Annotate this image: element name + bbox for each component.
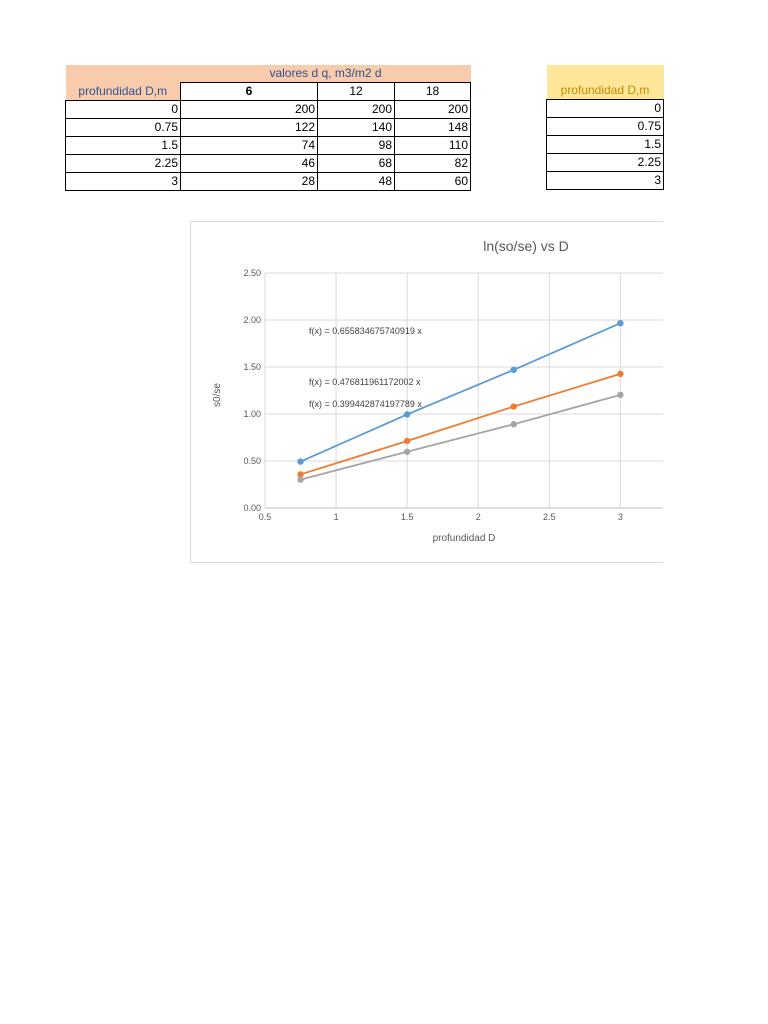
table-row [66,101,471,119]
table-cell[interactable]: 122 [181,119,318,137]
x-tick-label: 1.5 [400,512,414,522]
table-cell[interactable]: 0 [547,100,664,118]
table-row [547,136,664,154]
data-point [297,458,303,464]
data-table [65,65,471,191]
table-row [66,173,471,191]
y-tick-label: 2.00 [243,315,261,325]
y-axis-title: s0/se [212,383,223,407]
x-tick-label: 3 [617,512,623,522]
table-cell[interactable]: 3 [66,173,181,191]
table-row [547,154,664,172]
data-point [404,411,410,417]
table-row [66,137,471,155]
table-cell[interactable]: 3 [547,172,664,190]
y-tick-label: 2.50 [243,268,261,278]
header-blank-cell[interactable] [547,65,664,82]
table-cell[interactable]: 60 [395,173,471,191]
series-line [301,323,621,461]
table-cell[interactable]: 0.75 [66,119,181,137]
line-chart [191,222,663,562]
data-point [297,476,303,482]
table-row [547,172,664,190]
y-tick-label: 1.00 [243,409,261,419]
trendline-equation: f(x) = 0.476811961172002 x [309,377,421,387]
table-cell[interactable]: 46 [181,155,318,173]
table-cell[interactable]: 0 [66,101,181,119]
depth-header-cell[interactable]: profundidad D,m [66,83,181,101]
header-group-cell[interactable]: valores d q, m3/m2 d [181,65,471,83]
data-point [617,392,623,398]
axis-ticks [243,268,622,522]
data-point [617,371,623,377]
data-point [511,367,517,373]
table-cell[interactable]: 2.25 [66,155,181,173]
trendline-equation: f(x) = 0.655834675740919 x [309,326,422,336]
table-row [66,119,471,137]
x-tick-label: 2.5 [543,512,556,522]
depth-header-cell[interactable]: profundidad D,m [547,82,664,100]
table-cell[interactable]: 1.5 [66,137,181,155]
table-cell[interactable]: 98 [318,137,395,155]
column-header-cell[interactable]: 18 [395,83,471,101]
table-cell[interactable]: 82 [395,155,471,173]
column-header-cell[interactable]: 6 [181,83,318,101]
table-cell[interactable]: 140 [318,119,395,137]
table-cell[interactable]: 74 [181,137,318,155]
series-line [301,374,621,475]
table-cell[interactable]: 1.5 [547,136,664,154]
table-cell[interactable]: 2.25 [547,154,664,172]
table-row [547,100,664,118]
y-tick-label: 0.00 [243,503,261,513]
x-tick-label: 2 [475,512,481,522]
data-point [511,421,517,427]
x-tick-label: 0.5 [258,512,272,522]
table-row [66,155,471,173]
data-point [404,438,410,444]
depth-table [546,65,664,190]
table-cell[interactable]: 148 [395,119,471,137]
x-tick-label: 1 [333,512,339,522]
trendline-equation: f(x) = 0.399442874197789 x [309,399,422,409]
table-cell[interactable]: 200 [181,101,318,119]
column-header-cell[interactable]: 12 [318,83,395,101]
data-point [511,403,517,409]
chart-title: ln(so/se) vs D [483,238,569,254]
x-axis-title: profundidad D [432,533,496,544]
data-point [617,320,623,326]
header-blank-cell[interactable] [66,65,181,83]
table-cell[interactable]: 28 [181,173,318,191]
table-cell[interactable]: 200 [395,101,471,119]
y-tick-label: 1.50 [243,362,261,372]
table-cell[interactable]: 0.75 [547,118,664,136]
table-cell[interactable]: 110 [395,137,471,155]
y-tick-label: 0.50 [243,456,261,466]
data-point [404,449,410,455]
table-row [547,118,664,136]
table-cell[interactable]: 200 [318,101,395,119]
table-cell[interactable]: 48 [318,173,395,191]
chart-area[interactable] [190,221,663,563]
table-cell[interactable]: 68 [318,155,395,173]
